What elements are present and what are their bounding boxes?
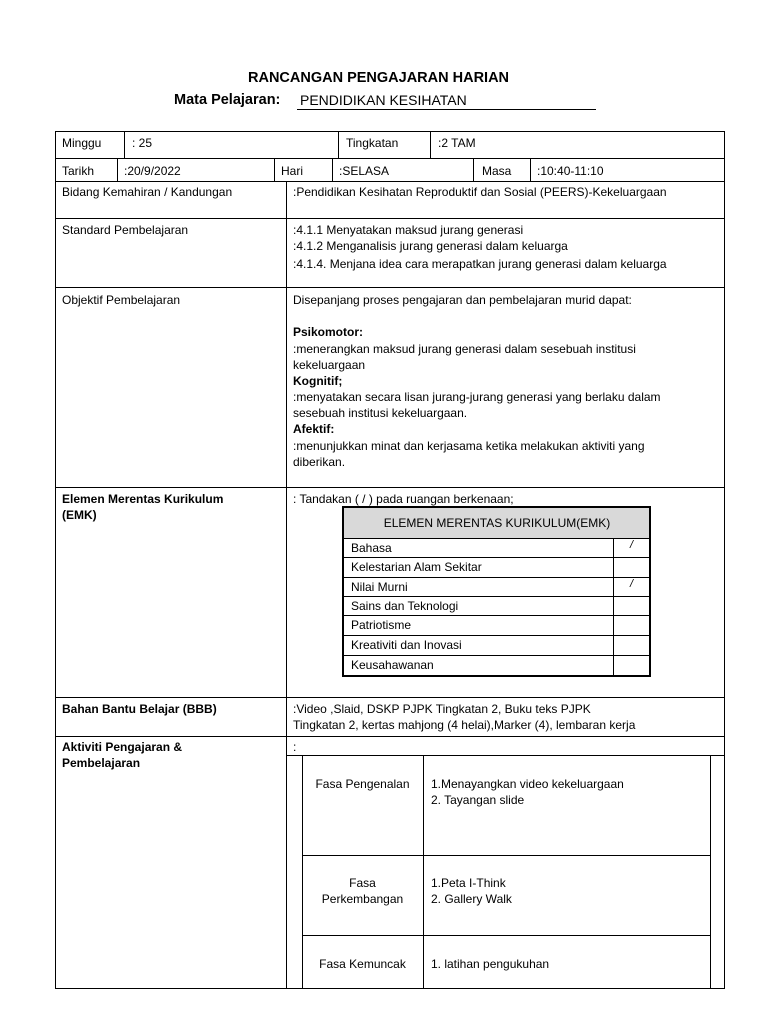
table-border-left [55,131,56,989]
label-column-divider [286,181,287,989]
standard-line: :4.1.1 Menyatakan maksud jurang generasi [293,223,524,237]
emk-item: Kelestarian Alam Sekitar [351,560,482,574]
fasa-activity: 2. Tayangan slide [431,793,525,807]
afektif-line: diberikan. [293,455,346,469]
emk-item: Patriotisme [351,618,412,632]
emk-item: Keusahawanan [351,658,434,672]
fasa-name: Fasa Pengenalan [315,777,410,791]
emk-item: Nilai Murni [351,580,408,594]
tingkatan-label: Tingkatan [346,136,399,150]
aktiviti-label: Aktiviti Pengajaran & [62,740,183,754]
table-border-right [724,131,725,989]
afektif-line: :menunjukkan minat dan kerjasama ketika melakukan aktiviti yang [293,439,645,453]
objektif-label: Objektif Pembelajaran [62,293,181,307]
emk-item-mark: / [630,539,634,551]
kognitif-line: sesebuah institusi kekeluargaan. [293,406,468,420]
minggu-label: Minggu [62,136,102,150]
objektif-intro: Disepanjang proses pengajaran dan pembelajaran murid dapat: [293,293,632,307]
emk-item: Sains dan Teknologi [351,599,459,613]
table-border-bottom [55,988,725,989]
psikomotor-heading: Psikomotor: [293,325,364,339]
emk-label-abbr: (EMK) [62,508,97,522]
bbb-line: Tingkatan 2, kertas mahjong (4 helai),Marker (4), lembaran kerja [293,718,636,732]
bidang-value: :Pendidikan Kesihatan Reproduktif dan Sosial (PEERS)-Kekeluargaan [293,185,667,199]
fasa-name: Perkembangan [321,892,404,906]
bbb-label: Bahan Bantu Belajar (BBB) [62,702,217,716]
fasa-name: Fasa Kemuncak [319,957,406,971]
tarikh-label: Tarikh [62,164,95,178]
bbb-line: :Video ,Slaid, DSKP PJPK Tingkatan 2, Buku teks PJPK [293,702,591,716]
tingkatan-value: :2 TAM [438,136,476,150]
kognitif-line: :menyatakan secara lisan jurang-jurang generasi yang berlaku dalam [293,390,661,404]
emk-table-title: ELEMEN MERENTAS KURIKULUM(EMK) [383,516,611,530]
standard-line: :4.1.4. Menjana idea cara merapatkan jurang generasi dalam keluarga [293,257,667,271]
page-title: RANCANGAN PENGAJARAN HARIAN [248,70,510,86]
emk-item: Kreativiti dan Inovasi [351,638,462,652]
tarikh-value: :20/9/2022 [124,164,181,178]
standard-line: :4.1.2 Menganalisis jurang generasi dalam keluarga [293,239,568,253]
aktiviti-label-cont: Pembelajaran [62,756,141,770]
subject-value: PENDIDIKAN KESIHATAN [300,92,467,108]
masa-value: :10:40-11:10 [537,164,604,178]
fasa-activity: 1. latihan pengukuhan [431,957,550,971]
standard-label: Standard Pembelajaran [62,223,189,237]
fasa-activity: 1.Peta I-Think [431,876,506,890]
psikomotor-line: kekeluargaan [293,358,366,372]
emk-item-mark: / [630,578,634,590]
bidang-label: Bidang Kemahiran / Kandungan [62,185,233,199]
masa-label: Masa [482,164,512,178]
fasa-name: Fasa [349,876,376,890]
subject-label: Mata Pelajaran: [174,92,281,108]
afektif-heading: Afektif: [293,422,335,436]
aktiviti-value: : [293,740,297,754]
subject-underline [297,109,596,110]
hari-value: :SELASA [339,164,390,178]
emk-label: Elemen Merentas Kurikulum [62,492,224,506]
kognitif-heading: Kognitif; [293,374,343,388]
fasa-activity: 2. Gallery Walk [431,892,512,906]
psikomotor-line: :menerangkan maksud jurang generasi dalam sesebuah institusi [293,342,636,356]
hari-label: Hari [281,164,304,178]
table-border-top [55,131,725,132]
minggu-value: : 25 [132,136,153,150]
emk-item: Bahasa [351,541,392,555]
emk-instruction: : Tandakan ( / ) pada ruangan berkenaan; [293,492,514,506]
fasa-activity: 1.Menayangkan video kekeluargaan [431,777,624,791]
